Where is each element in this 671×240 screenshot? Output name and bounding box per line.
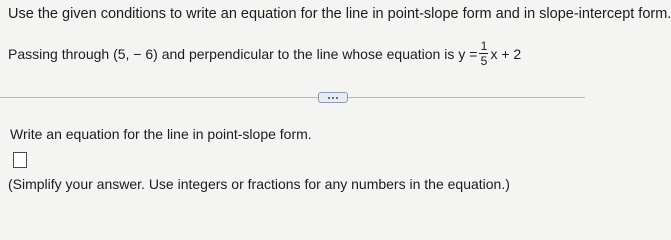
answer-input[interactable] xyxy=(13,152,27,168)
fraction-numerator: 1 xyxy=(480,39,488,53)
given-equation xyxy=(458,40,521,67)
fraction-denominator: 5 xyxy=(480,54,488,68)
equation-lhs: y = xyxy=(458,45,478,62)
ellipsis-icon-dot xyxy=(332,97,334,99)
ellipsis-icon-dot xyxy=(336,97,338,99)
problem-statement xyxy=(8,40,521,67)
section-divider xyxy=(0,97,585,98)
hint-text: (Simplify your answer. Use integers or fractions for any numbers in the equation.) xyxy=(8,176,510,192)
instruction-text: Use the given conditions to write an equation for the line in point-slope form and in slope-intercept form. xyxy=(8,6,671,22)
question-prompt: Write an equation for the line in point-slope form. xyxy=(10,126,312,142)
ellipsis-icon xyxy=(328,97,330,99)
slope-fraction xyxy=(479,40,488,67)
show-more-button[interactable] xyxy=(318,92,348,103)
problem-text: Passing through (5, − 6) and perpendicular to the line whose equation is xyxy=(8,45,455,62)
equation-rhs: x + 2 xyxy=(490,45,522,62)
